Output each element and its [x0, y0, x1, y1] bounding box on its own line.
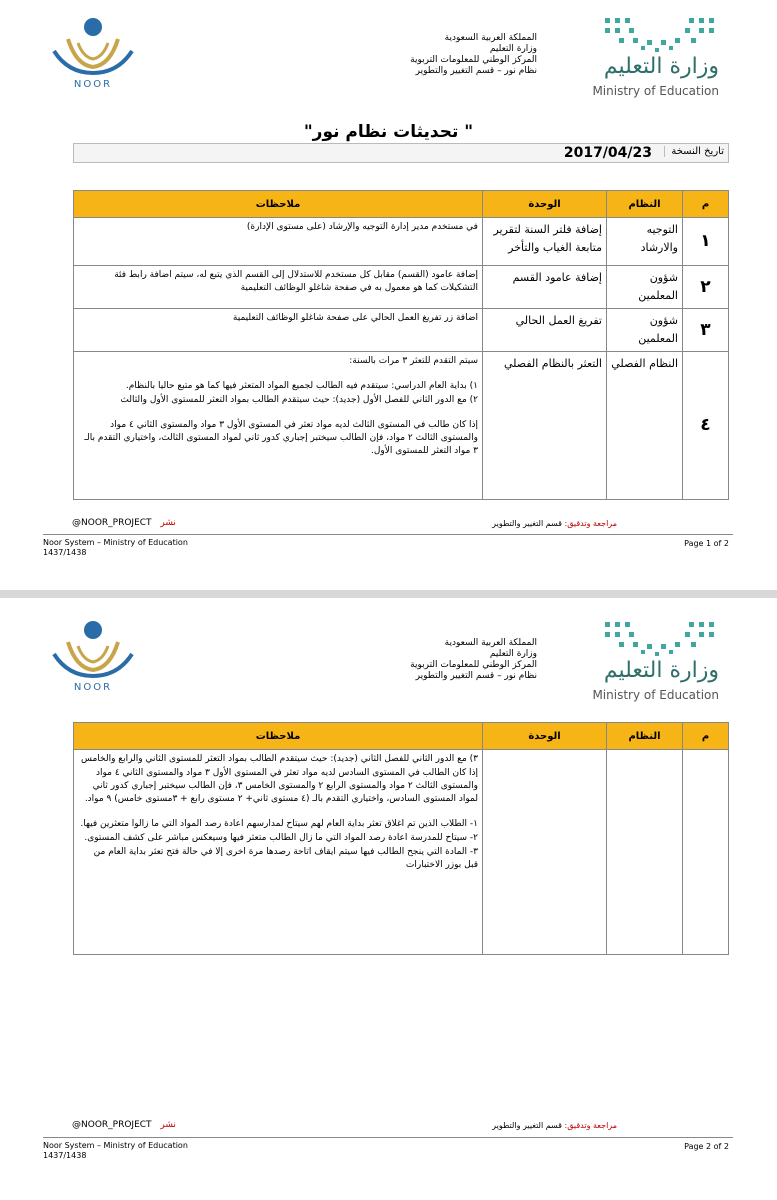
row-system: شؤون المعلمين [607, 266, 683, 309]
footer-divider [43, 534, 733, 535]
note-line: ١) بداية العام الدراسي: سيتقدم فيه الطالب لجميع المواد المتعثر فيها كما هو متبع حاليا بالنظام. [125, 381, 478, 391]
moe-english-name: Ministry of Education [592, 84, 719, 98]
table-row [74, 352, 729, 500]
row-notes [74, 750, 483, 955]
document-title: " تحديثات نظام نور" [303, 122, 474, 142]
publish-label: نشر [160, 518, 176, 528]
row-system: النظام الفصلي [607, 352, 683, 500]
review-value: قسم التغيير والتطوير [492, 519, 562, 528]
publish-credit [72, 518, 176, 528]
header-line: نظام نور – قسم التغيير والتطوير [415, 671, 537, 681]
row-system: شؤون المعلمين [607, 309, 683, 352]
note-line: ٣) مع الدور الثاني للفصل الثاني (جديد): حيث سيتقدم الطالب بمواد التعثر للمستوى الثاني والرابع والخامس [80, 754, 478, 764]
header-lines [357, 638, 537, 682]
publish-label: نشر [160, 1120, 176, 1130]
moe-dots-icon [599, 618, 719, 658]
system-footer [43, 538, 188, 558]
moe-dots-icon [599, 14, 719, 54]
note-line: سيتم التقدم للتعثر ٣ مرات بالسنة: [349, 356, 478, 366]
note-line: ٣- المادة التي ينجح الطالب فيها سيتم ايقاف اتاحة رصدها مرة اخرى إلا في حالة فتح تعثر بداية العام من قبل بوزر الاختبارات [93, 847, 478, 870]
footer-divider [43, 1137, 733, 1138]
row-num [683, 750, 729, 955]
review-label: مراجعة وتدقيق: [564, 1121, 617, 1130]
row-unit: إضافة عامود القسم [483, 266, 607, 309]
header-line: وزارة التعليم [489, 649, 537, 659]
header-unit: الوحدة [483, 191, 607, 218]
header-line: المملكة العربية السعودية [444, 638, 537, 648]
table-header-row [74, 191, 729, 218]
page-number: Page 1 of 2 [684, 539, 729, 548]
row-unit: التعثر بالنظام الفصلي [483, 352, 607, 500]
header-num: م [683, 723, 729, 750]
system-year: 1437/1438 [43, 548, 87, 557]
version-date: 2017/04/23 [563, 145, 652, 161]
row-notes: إضافة عامود (القسم) مقابل كل مستخدم للاستدلال إلى القسم الذي يتبع له، سيتم اضافة رابط فئة التشكيلات كما هو معمول به في صفحة شاغلو الوظائف التعليمية [74, 266, 483, 309]
header-unit: الوحدة [483, 723, 607, 750]
document-page-2 [0, 598, 777, 1200]
table-row [74, 309, 729, 352]
updates-table [73, 190, 729, 500]
system-line: Noor System – Ministry of Education [43, 1141, 188, 1150]
updates-table-continued [73, 722, 729, 955]
moe-english-name: Ministry of Education [592, 688, 719, 702]
table-row [74, 750, 729, 955]
document-page-1 [0, 0, 777, 590]
header-line: المركز الوطني للمعلومات التربوية [410, 660, 537, 670]
row-num: ٣ [683, 309, 729, 352]
moe-arabic-name: وزارة التعليم [603, 54, 719, 79]
page-gap [0, 590, 777, 598]
page-number: Page 2 of 2 [684, 1142, 729, 1151]
row-system: التوجيه والارشاد [607, 218, 683, 266]
header-line: وزارة التعليم [489, 44, 537, 54]
header-system: النظام [607, 191, 683, 218]
system-footer [43, 1141, 188, 1161]
table-row [74, 218, 729, 266]
row-unit: إضافة فلتر السنة لتقرير متابعة الغياب والتأخر [483, 218, 607, 266]
review-credit [492, 519, 617, 528]
header-line: المركز الوطني للمعلومات التربوية [410, 55, 537, 65]
row-notes [74, 352, 483, 500]
review-value: قسم التغيير والتطوير [492, 1121, 562, 1130]
header-num: م [683, 191, 729, 218]
note-line: ٢) مع الدور الثاني للفصل الأول (جديد): حيث سيتقدم الطالب بمواد التعثر للمستوى الأول والثالث [120, 395, 478, 405]
moe-logo [589, 14, 719, 104]
noor-emblem-icon [48, 618, 138, 680]
noor-logo [48, 618, 138, 698]
system-year: 1437/1438 [43, 1151, 87, 1160]
header-lines [357, 33, 537, 77]
noor-logo [48, 15, 138, 95]
moe-arabic-name: وزارة التعليم [603, 658, 719, 683]
twitter-handle: @NOOR_PROJECT [72, 1120, 152, 1130]
row-num: ١ [683, 218, 729, 266]
row-unit: تفريغ العمل الحالي [483, 309, 607, 352]
row-unit [483, 750, 607, 955]
table-header-row [74, 723, 729, 750]
header-notes: ملاحظات [74, 191, 483, 218]
publish-credit [72, 1120, 176, 1130]
system-line: Noor System – Ministry of Education [43, 538, 188, 547]
moe-logo [589, 618, 719, 708]
noor-emblem-icon [48, 15, 138, 77]
review-credit [492, 1121, 617, 1130]
header-line: نظام نور – قسم التغيير والتطوير [415, 66, 537, 76]
note-line: إذا كان طالب في المستوى الثالث لديه مواد تعثر في المستوى الأول ٣ مواد والمستوى الثاني ٤ مواد والمستوى الثالث ٢ مواد، فإن الطالب سيختبر إجباري كدور ثاني لمواد المستوى الثالث، واختياري التقدم بالـ ٣ مواد التعثر للمستوى الأول. [84, 420, 478, 456]
row-notes: اضافة زر تفريغ العمل الحالي على صفحة شاغلو الوظائف التعليمية [74, 309, 483, 352]
noor-label: NOOR [73, 682, 113, 693]
twitter-handle: @NOOR_PROJECT [72, 518, 152, 528]
version-label: تاريخ النسخة [664, 146, 724, 157]
header-system: النظام [607, 723, 683, 750]
header-notes: ملاحظات [74, 723, 483, 750]
header-line: المملكة العربية السعودية [444, 33, 537, 43]
table-row [74, 266, 729, 309]
noor-label: NOOR [73, 79, 113, 90]
review-label: مراجعة وتدقيق: [564, 519, 617, 528]
row-system [607, 750, 683, 955]
note-line: ١- الطلاب الذين تم اغلاق تعثر بداية العام لهم سيتاح لمدارسهم اعادة رصد المواد التي ما زالوا متعثرين فيها. [80, 819, 478, 829]
row-notes: في مستخدم مدير إدارة التوجيه والإرشاد (على مستوى الإدارة) [74, 218, 483, 266]
row-num: ٤ [683, 352, 729, 500]
note-line: ٢- سيتاح للمدرسة اعادة رصد المواد التي ما زال الطالب متعثر فيها وسيعكس مباشر على كشف المستوى. [84, 833, 478, 843]
version-box [73, 143, 729, 163]
note-line: إذا كان الطالب في المستوى السادس لديه مواد تعثر في المستوى الأول ٣ مواد والمستوى الثاني ٤ مواد والمستوى الثالث ٢ مواد والمستوى الرابع ٢ والمستوى الخامس ٣، فإن الطالب سيختبر إجباري كدور ثاني لمواد المستوى السادس، واختياري التقدم بالـ (٤ مستوى ثاني+ ٢ مستوى رابع + ٣مستوى خامس) ٩ مواد. [84, 768, 478, 804]
row-num: ٢ [683, 266, 729, 309]
